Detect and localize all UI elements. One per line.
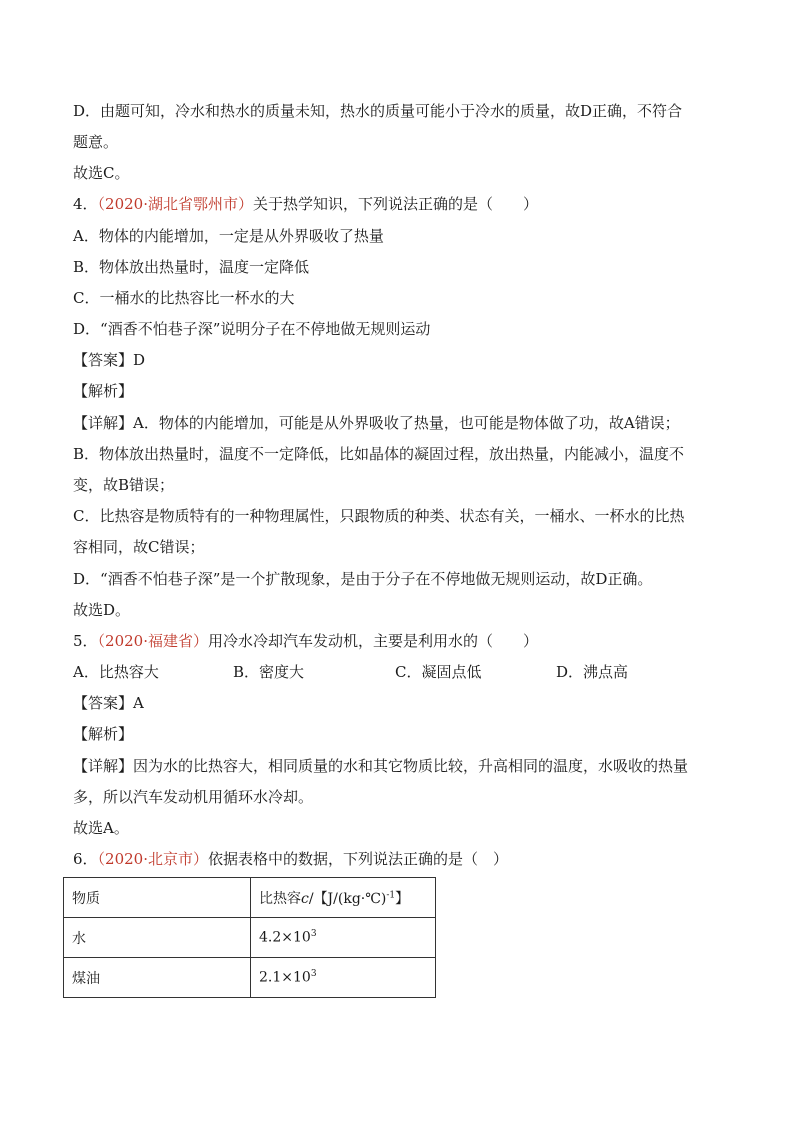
q4-conclusion: 故选D。 (73, 601, 131, 619)
table-header-substance: 物质 (64, 878, 251, 918)
q5-option-b: B．密度大 (233, 663, 305, 681)
q5-option-a: A．比热容大 (73, 663, 159, 681)
header-unit-exponent: -1 (386, 889, 396, 900)
table-header-specific-heat (251, 878, 436, 918)
q6-source: （2020·北京市） (97, 850, 208, 868)
q4-detail-line2: B．物体放出热量时，温度不一定降低，比如晶体的凝固过程，放出热量，内能减小，温度不 (73, 445, 685, 463)
value-base: 2.1×10 (259, 969, 311, 986)
q4-analysis-heading: 【解析】 (73, 382, 134, 400)
q5-option-c: C．凝固点低 (395, 663, 482, 681)
q4-option-d: D．“酒香不怕巷子深”说明分子在不停地做无规则运动 (73, 320, 431, 338)
q4-option-b: B．物体放出热量时，温度一定降低 (73, 258, 310, 276)
q4-source: （2020·湖北省鄂州市） (97, 195, 253, 213)
q5-detail-line1: 【详解】因为水的比热容大，相同质量的水和其它物质比较，升高相同的温度，水吸收的热量 (73, 757, 689, 775)
q4-option-a: A．物体的内能增加，一定是从外界吸收了热量 (73, 227, 384, 245)
q5-question (73, 631, 538, 651)
q4-stem: 关于热学知识，下列说法正确的是（ ） (253, 195, 539, 213)
table-row (64, 958, 436, 998)
q4-answer: 【答案】D (73, 351, 146, 369)
table-cell-substance: 水 (64, 918, 251, 958)
q5-analysis-heading: 【解析】 (73, 725, 134, 743)
value-base: 4.2×10 (259, 929, 311, 946)
q5-conclusion: 故选A。 (73, 819, 129, 837)
q5-option-d: D．沸点高 (556, 663, 629, 681)
q4-option-c: C．一桶水的比热容比一杯水的大 (73, 289, 295, 307)
q6-number: 6． (73, 850, 98, 868)
q4-detail-line3: 变，故B错误； (73, 476, 175, 494)
table-cell-value (251, 918, 436, 958)
q4-detail-line5: 容相同，故C错误； (73, 538, 205, 556)
header-symbol: c (301, 890, 309, 907)
q3-option-d-explanation-line1: D．由题可知，冷水和热水的质量未知，热水的质量可能小于冷水的质量，故D正确，不符合 (73, 102, 683, 120)
table-cell-value (251, 958, 436, 998)
q3-option-d-explanation-line2: 题意。 (73, 133, 119, 151)
value-exponent: 3 (310, 969, 317, 980)
q4-number: 4． (73, 195, 98, 213)
q5-number: 5． (73, 632, 98, 650)
value-exponent: 3 (310, 929, 317, 940)
table-cell-substance: 煤油 (64, 958, 251, 998)
table-row (64, 918, 436, 958)
q5-detail-line2: 多，所以汽车发动机用循环水冷却。 (73, 788, 314, 806)
header-unit: /【J/(kg·℃) (308, 890, 387, 907)
specific-heat-table (63, 877, 436, 998)
q4-detail-line6: D．“酒香不怕巷子深”是一个扩散现象，是由于分子在不停地做无规则运动，故D正确。 (73, 570, 653, 588)
q4-detail-line1: 【详解】A．物体的内能增加，可能是从外界吸收了热量，也可能是物体做了功，故A错误； (73, 414, 680, 432)
q4-question (73, 194, 538, 214)
q5-source: （2020·福建省） (97, 632, 208, 650)
q4-detail-line4: C．比热容是物质特有的一种物理属性，只跟物质的种类、状态有关，一桶水、一杯水的比热 (73, 507, 685, 525)
q3-conclusion: 故选C。 (73, 164, 130, 182)
header-specific-heat-label: 比热容 (259, 890, 301, 907)
q5-stem: 用冷水冷却汽车发动机，主要是利用水的（ ） (208, 632, 539, 650)
table-header-row (64, 878, 436, 918)
header-close-bracket: 】 (395, 890, 410, 907)
q6-stem: 依据表格中的数据，下列说法正确的是（ ） (208, 850, 509, 868)
q5-answer: 【答案】A (73, 694, 144, 712)
q6-question (73, 849, 508, 869)
